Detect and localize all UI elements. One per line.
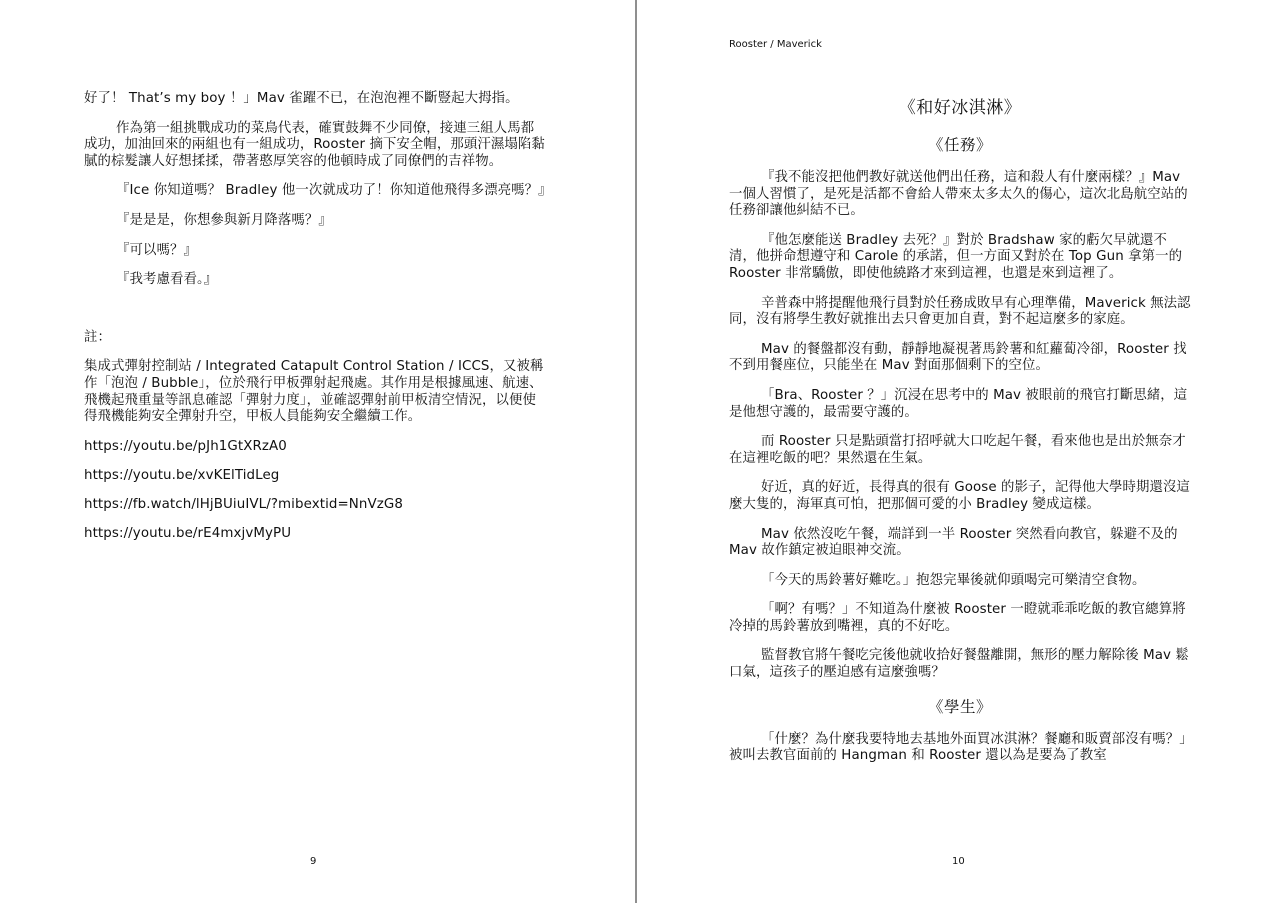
paragraph: 『我不能沒把他們教好就送他們出任務，這和殺人有什麼兩樣？』Mav 一個人習慣了，是死是活都不會給人帶來太多太久的傷心，這次北島航空站的任務卻讓他糾結不已。 (729, 170, 1188, 219)
left-page-body (84, 91, 552, 555)
page-number: 9 (310, 856, 317, 867)
section-heading: 《任務》 (927, 136, 992, 154)
note-text: 集成式彈射控制站 / Integrated Catapult Control Station / ICCS，又被稱作「泡泡 / Bubble」，位於飛行甲板彈射起飛處。其作用是根據風速、航速、飛機起飛重量等訊息確認「彈射力度」，並確認彈射前甲板清空情況，以便使得飛機能夠安全彈射升空，甲板人員能夠安全繼續工作。 (84, 359, 544, 425)
section-heading: 《學生》 (927, 697, 992, 716)
paragraph: 「今天的馬鈴薯好難吃。」抱怨完畢後就仰頭喝完可樂清空食物。 (761, 572, 1146, 588)
dialogue-line: 『Ice 你知道嗎？ Bradley 他一次就成功了！你知道他飛得多漂亮嗎？』 (116, 183, 552, 199)
dialogue-line: 『我考慮看看。』 (116, 272, 218, 288)
note-label: 註： (84, 329, 111, 345)
paragraph: Mav 的餐盤都沒有動，靜靜地凝視著馬鈴薯和紅蘿蔔冷卻，Rooster 找不到用餐座位，只能坐在 Mav 對面那個剩下的空位。 (729, 341, 1187, 374)
paragraph: 而 Rooster 只是點頭當打招呼就大口吃起午餐，看來他也是出於無奈才在這裡吃飯的吧？果然還在生氣。 (729, 434, 1186, 466)
right-page-body (729, 93, 1191, 778)
right-page (637, 0, 1274, 903)
reference-link[interactable]: https://fb.watch/lHjBUiuIVL/?mibextid=NnVzG8 (84, 497, 404, 513)
paragraph: Mav 依然沒吃午餐，端詳到一半 Rooster 突然看向教官，躲避不及的 Mav 故作鎮定被迫眼神交流。 (729, 526, 1178, 559)
paragraph: 辛普森中將提醒他飛行員對於任務成敗早有心理準備，Maverick 無法認同，沒有將學生教好就推出去只會更加自責，對不起這麼多的家庭。 (729, 295, 1191, 328)
paragraph: 「什麼？為什麼我要特地去基地外面買冰淇淋？餐廳和販賣部沒有嗎？」被叫去教官面前的 Hangman 和 Rooster 還以為是要為了教室 (729, 731, 1186, 764)
paragraph: 作為第一組挑戰成功的菜鳥代表，確實鼓舞不少同僚，接連三組人馬都成功，加油回來的兩組也有一組成功，Rooster 摘下安全帽，那頭汗濕塌陷黏膩的棕髮讓人好想揉揉，帶著憨厚笑容的他頓時成了同僚們的吉祥物。 (84, 120, 545, 169)
dialogue-line: 『可以嗎？』 (116, 242, 197, 258)
paragraph: 監督教官將午餐吃完後他就收拾好餐盤離開，無形的壓力解除後 Mav 鬆口氣，這孩子的壓迫感有這麼強嗎？ (729, 648, 1189, 681)
chapter-title: 《和好冰淇淋》 (898, 98, 1022, 118)
paragraph: 『他怎麼能送 Bradley 去死？』對於 Bradshaw 家的虧欠早就還不清，他拼命想遵守和 Carole 的承諾，但一方面又對於在 Top Gun 拿第一的 Rooster 非常驕傲，即使他繞路才來到這裡，也還是來到這裡了。 (729, 232, 1183, 281)
reference-link[interactable]: https://youtu.be/pJh1GtXRzA0 (84, 438, 287, 454)
paragraph: 「Bra、Rooster ？」沉浸在思考中的 Mav 被眼前的飛官打斷思緒，這是他想守護的，最需要守護的。 (729, 387, 1188, 420)
dialogue-line: 『是是是，你想參與新月降落嗎？』 (116, 212, 332, 228)
reference-link[interactable]: https://youtu.be/rE4mxjvMyPU (84, 526, 292, 542)
paragraph: 好近，真的好近，長得真的很有 Goose 的影子，記得他大學時期還沒這麼大隻的，海軍真可怕，把那個可愛的小 Bradley 變成這樣。 (729, 480, 1190, 512)
left-page (0, 0, 635, 903)
paragraph: 「啊？有嗎？」不知道為什麼被 Rooster 一瞪就乖乖吃飯的教官總算將冷掉的馬鈴薯放到嘴裡，真的不好吃。 (729, 602, 1186, 634)
running-head: Rooster / Maverick (729, 39, 822, 50)
blank-space (84, 302, 546, 330)
paragraph: 好了！ That’s my boy ！」Mav 雀躍不已，在泡泡裡不斷豎起大拇指。 (84, 91, 519, 106)
page-number: 10 (952, 856, 965, 867)
reference-link[interactable]: https://youtu.be/xvKElTidLeg (84, 467, 280, 483)
